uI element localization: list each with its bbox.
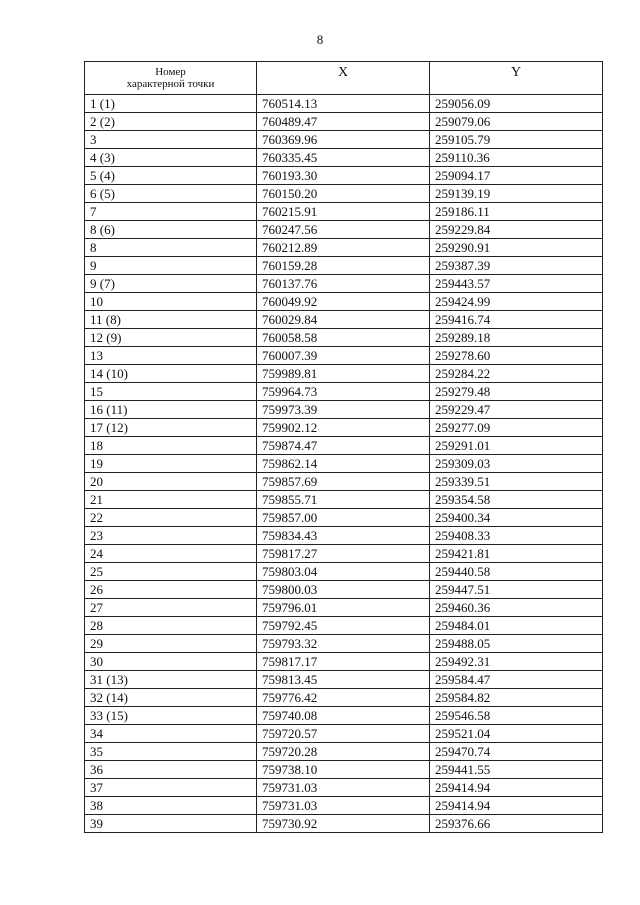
cell-x: 760150.20	[257, 185, 430, 203]
cell-y: 259186.11	[430, 203, 603, 221]
cell-x: 760029.84	[257, 311, 430, 329]
cell-y: 259488.05	[430, 635, 603, 653]
cell-point-number: 39	[85, 815, 257, 833]
table-row	[85, 167, 603, 185]
cell-y: 259105.79	[430, 131, 603, 149]
cell-y: 259387.39	[430, 257, 603, 275]
cell-y: 259309.03	[430, 455, 603, 473]
cell-y: 259421.81	[430, 545, 603, 563]
table-row	[85, 761, 603, 779]
table-row	[85, 185, 603, 203]
cell-point-number: 2 (2)	[85, 113, 257, 131]
cell-y: 259440.58	[430, 563, 603, 581]
cell-point-number: 29	[85, 635, 257, 653]
header-y: Y	[430, 62, 603, 95]
cell-y: 259521.04	[430, 725, 603, 743]
cell-x: 759800.03	[257, 581, 430, 599]
cell-y: 259094.17	[430, 167, 603, 185]
cell-point-number: 19	[85, 455, 257, 473]
cell-point-number: 3	[85, 131, 257, 149]
cell-point-number: 8 (6)	[85, 221, 257, 239]
cell-point-number: 5 (4)	[85, 167, 257, 185]
cell-y: 259584.47	[430, 671, 603, 689]
cell-point-number: 12 (9)	[85, 329, 257, 347]
header-point-line2: характерной точки	[126, 78, 215, 90]
table-row	[85, 257, 603, 275]
table-row	[85, 239, 603, 257]
cell-point-number: 33 (15)	[85, 707, 257, 725]
cell-x: 760514.13	[257, 95, 430, 113]
table-row	[85, 113, 603, 131]
cell-point-number: 10	[85, 293, 257, 311]
table-row	[85, 149, 603, 167]
cell-x: 759813.45	[257, 671, 430, 689]
table-row	[85, 671, 603, 689]
cell-point-number: 13	[85, 347, 257, 365]
table-row	[85, 545, 603, 563]
cell-point-number: 24	[85, 545, 257, 563]
cell-point-number: 17 (12)	[85, 419, 257, 437]
table-row	[85, 743, 603, 761]
cell-x: 759857.00	[257, 509, 430, 527]
cell-point-number: 9	[85, 257, 257, 275]
cell-point-number: 14 (10)	[85, 365, 257, 383]
cell-point-number: 23	[85, 527, 257, 545]
table-row	[85, 725, 603, 743]
cell-x: 759902.12	[257, 419, 430, 437]
cell-point-number: 25	[85, 563, 257, 581]
cell-y: 259284.22	[430, 365, 603, 383]
cell-x: 759793.32	[257, 635, 430, 653]
cell-point-number: 1 (1)	[85, 95, 257, 113]
table-row	[85, 311, 603, 329]
table-row	[85, 437, 603, 455]
cell-y: 259079.06	[430, 113, 603, 131]
cell-x: 760215.91	[257, 203, 430, 221]
table-row	[85, 599, 603, 617]
cell-point-number: 36	[85, 761, 257, 779]
table-row	[85, 689, 603, 707]
cell-y: 259447.51	[430, 581, 603, 599]
cell-x: 759817.27	[257, 545, 430, 563]
table-row	[85, 563, 603, 581]
table-row	[85, 635, 603, 653]
cell-point-number: 38	[85, 797, 257, 815]
cell-x: 760159.28	[257, 257, 430, 275]
cell-x: 760007.39	[257, 347, 430, 365]
cell-y: 259443.57	[430, 275, 603, 293]
cell-x: 759730.92	[257, 815, 430, 833]
cell-x: 760212.89	[257, 239, 430, 257]
cell-y: 259354.58	[430, 491, 603, 509]
cell-y: 259056.09	[430, 95, 603, 113]
cell-x: 759855.71	[257, 491, 430, 509]
cell-y: 259289.18	[430, 329, 603, 347]
header-x: X	[257, 62, 430, 95]
cell-y: 259416.74	[430, 311, 603, 329]
table-row	[85, 527, 603, 545]
cell-y: 259279.48	[430, 383, 603, 401]
table-header-row	[85, 62, 603, 95]
cell-point-number: 27	[85, 599, 257, 617]
table-body	[85, 95, 603, 833]
table-row	[85, 797, 603, 815]
table-row	[85, 203, 603, 221]
page-number: 8	[316, 32, 324, 47]
cell-x: 759803.04	[257, 563, 430, 581]
table-row	[85, 581, 603, 599]
cell-point-number: 26	[85, 581, 257, 599]
table-row	[85, 509, 603, 527]
cell-y: 259470.74	[430, 743, 603, 761]
cell-point-number: 34	[85, 725, 257, 743]
table-row	[85, 131, 603, 149]
cell-y: 259414.94	[430, 797, 603, 815]
cell-y: 259584.82	[430, 689, 603, 707]
table-row	[85, 401, 603, 419]
cell-x: 759857.69	[257, 473, 430, 491]
cell-y: 259291.01	[430, 437, 603, 455]
header-point-line1: Номер	[155, 66, 186, 78]
table-row	[85, 347, 603, 365]
table-row	[85, 617, 603, 635]
cell-point-number: 8	[85, 239, 257, 257]
cell-y: 259424.99	[430, 293, 603, 311]
table-row	[85, 293, 603, 311]
table-row	[85, 221, 603, 239]
cell-point-number: 4 (3)	[85, 149, 257, 167]
table-row	[85, 473, 603, 491]
cell-point-number: 31 (13)	[85, 671, 257, 689]
table-row	[85, 329, 603, 347]
cell-y: 259229.47	[430, 401, 603, 419]
cell-x: 759964.73	[257, 383, 430, 401]
cell-x: 759740.08	[257, 707, 430, 725]
cell-x: 759792.45	[257, 617, 430, 635]
cell-x: 759834.43	[257, 527, 430, 545]
cell-x: 760193.30	[257, 167, 430, 185]
cell-point-number: 21	[85, 491, 257, 509]
cell-y: 259441.55	[430, 761, 603, 779]
cell-y: 259278.60	[430, 347, 603, 365]
table-row	[85, 419, 603, 437]
cell-x: 760058.58	[257, 329, 430, 347]
table-row	[85, 779, 603, 797]
table-row	[85, 95, 603, 113]
cell-y: 259139.19	[430, 185, 603, 203]
cell-y: 259376.66	[430, 815, 603, 833]
cell-x: 759874.47	[257, 437, 430, 455]
cell-point-number: 20	[85, 473, 257, 491]
cell-y: 259400.34	[430, 509, 603, 527]
cell-point-number: 11 (8)	[85, 311, 257, 329]
cell-y: 259339.51	[430, 473, 603, 491]
cell-point-number: 22	[85, 509, 257, 527]
table-row	[85, 815, 603, 833]
cell-y: 259408.33	[430, 527, 603, 545]
table-row	[85, 707, 603, 725]
cell-x: 759973.39	[257, 401, 430, 419]
cell-point-number: 32 (14)	[85, 689, 257, 707]
cell-point-number: 15	[85, 383, 257, 401]
table-row	[85, 383, 603, 401]
cell-point-number: 30	[85, 653, 257, 671]
cell-x: 760049.92	[257, 293, 430, 311]
cell-y: 259546.58	[430, 707, 603, 725]
cell-x: 759862.14	[257, 455, 430, 473]
cell-x: 759817.17	[257, 653, 430, 671]
cell-y: 259229.84	[430, 221, 603, 239]
table-row	[85, 365, 603, 383]
table-row	[85, 455, 603, 473]
cell-point-number: 16 (11)	[85, 401, 257, 419]
cell-y: 259414.94	[430, 779, 603, 797]
cell-x: 760335.45	[257, 149, 430, 167]
cell-point-number: 7	[85, 203, 257, 221]
cell-point-number: 18	[85, 437, 257, 455]
cell-y: 259484.01	[430, 617, 603, 635]
cell-x: 759989.81	[257, 365, 430, 383]
table-row	[85, 653, 603, 671]
cell-point-number: 28	[85, 617, 257, 635]
cell-point-number: 35	[85, 743, 257, 761]
cell-x: 760247.56	[257, 221, 430, 239]
cell-x: 759731.03	[257, 797, 430, 815]
cell-x: 759738.10	[257, 761, 430, 779]
cell-y: 259460.36	[430, 599, 603, 617]
cell-y: 259492.31	[430, 653, 603, 671]
cell-y: 259290.91	[430, 239, 603, 257]
header-point-number	[85, 62, 257, 95]
cell-x: 760369.96	[257, 131, 430, 149]
cell-x: 759731.03	[257, 779, 430, 797]
cell-point-number: 9 (7)	[85, 275, 257, 293]
cell-point-number: 37	[85, 779, 257, 797]
cell-y: 259110.36	[430, 149, 603, 167]
table-row	[85, 491, 603, 509]
cell-x: 759720.28	[257, 743, 430, 761]
coordinates-table	[84, 61, 603, 833]
cell-x: 759720.57	[257, 725, 430, 743]
cell-x: 760489.47	[257, 113, 430, 131]
cell-x: 760137.76	[257, 275, 430, 293]
cell-x: 759796.01	[257, 599, 430, 617]
cell-y: 259277.09	[430, 419, 603, 437]
table-row	[85, 275, 603, 293]
cell-point-number: 6 (5)	[85, 185, 257, 203]
cell-x: 759776.42	[257, 689, 430, 707]
